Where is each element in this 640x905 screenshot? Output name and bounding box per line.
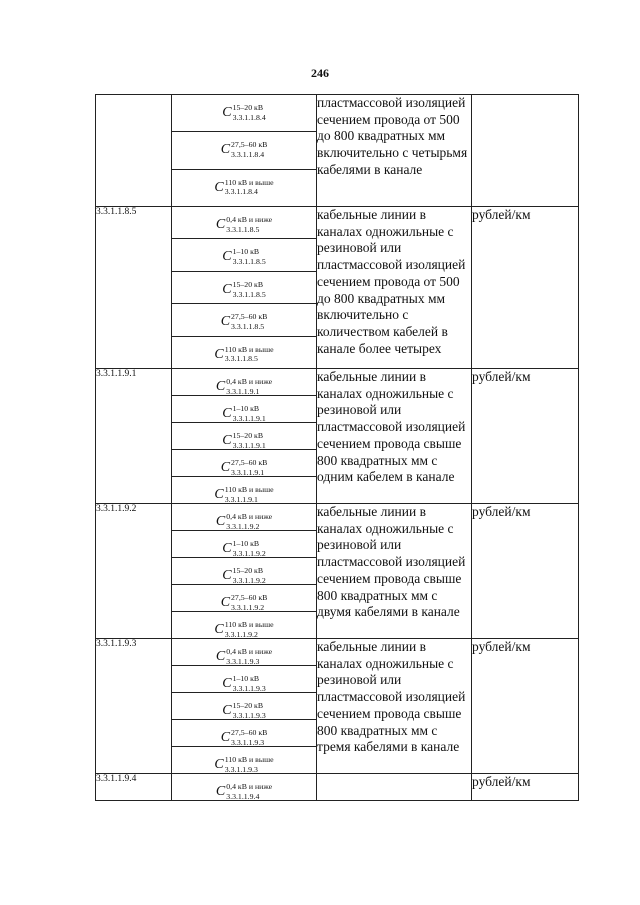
symbol-letter: С [214,487,224,502]
parameter-cell [172,422,316,449]
index-subscript: 3.3.1.1.8.5 [226,224,260,234]
rate-symbol [216,216,272,234]
rate-symbol [214,346,273,364]
voltage-superscript: 110 кВ и выше [224,177,274,187]
parameter-cell [172,504,316,530]
row-parameters [172,369,317,504]
symbol-letter: С [222,676,232,691]
index-subscript: 3.3.1.1.8.5 [231,322,265,332]
index-subscript: 3.3.1.1.8.5 [224,354,258,364]
voltage-superscript: 0,4 кВ и ниже [226,512,273,521]
index-subscript: 3.3.1.1.8.4 [232,112,266,122]
rate-symbol [216,513,272,530]
rate-symbol [222,540,265,557]
rate-symbol [221,141,268,159]
index-subscript: 3.3.1.1.8.4 [231,150,265,160]
index-subscript: 3.3.1.1.9.3 [232,710,266,719]
parameter-cell [172,719,316,746]
symbol-letter: С [222,281,232,297]
symbol-letter: С [214,179,224,195]
voltage-superscript: 15–20 кВ [232,701,264,710]
symbol-letter: С [215,649,226,664]
index-subscript: 3.3.1.1.9.1 [224,494,258,503]
rate-symbol [222,248,265,266]
table-row [96,369,579,504]
parameter-cell [172,449,316,476]
index-subscript: 3.3.1.1.9.3 [226,656,260,665]
row-unit: рублей/км [472,639,579,774]
symbol-scripts [231,313,267,331]
row-code: 3.3.1.1.9.1 [96,369,172,504]
parameter-cell [172,336,316,368]
symbol-scripts [226,783,272,800]
row-description: кабельные линии в каналах одножильные с резиновой или пластмассовой изоляцией сечением провода свыше 800 квадратных мм с тремя кабелями в канале [317,639,472,774]
table-body [96,95,579,801]
index-subscript: 3.3.1.1.9.1 [226,386,260,395]
voltage-superscript: 15–20 кВ [232,103,264,112]
row-parameters [172,504,317,639]
symbol-letter: С [220,460,231,475]
rate-symbol [222,104,265,122]
symbol-scripts [233,702,266,719]
row-unit: рублей/км [472,207,579,369]
index-subscript: 3.3.1.1.9.1 [232,440,266,449]
parameter-cell [172,692,316,719]
symbol-scripts [233,675,266,692]
index-subscript: 3.3.1.1.9.3 [224,764,258,773]
row-description: кабельные линии в каналах одножильные с резиновой или пластмассовой изоляцией сечением провода свыше 800 квадратных мм с одним кабелем в канале [317,369,472,504]
parameter-cell [172,395,316,422]
symbol-scripts [226,513,272,530]
voltage-superscript: 15–20 кВ [232,279,264,289]
rate-symbol [214,486,273,503]
parameter-cell [172,611,316,638]
rate-symbol [216,378,272,395]
rate-symbol [222,702,265,719]
symbol-letter: С [220,314,231,330]
symbol-scripts [226,378,272,395]
parameter-cell [172,369,316,395]
symbol-scripts [225,346,274,364]
voltage-superscript: 110 кВ и выше [224,485,274,494]
index-subscript: 3.3.1.1.8.5 [232,257,266,267]
row-unit: рублей/км [472,369,579,504]
index-subscript: 3.3.1.1.9.4 [226,791,260,800]
row-code [96,95,172,207]
row-description: пластмассовой изоляцией сечением провода от 500 до 800 квадратных мм включительно с четырьмя кабелями в канале [317,95,472,207]
symbol-letter: С [222,703,232,718]
symbol-letter: С [222,105,232,120]
voltage-superscript: 110 кВ и выше [224,620,274,629]
row-code: 3.3.1.1.9.3 [96,639,172,774]
row-code: 3.3.1.1.9.4 [96,774,172,801]
index-subscript: 3.3.1.1.8.5 [232,289,266,299]
row-description [317,774,472,801]
symbol-letter: С [214,757,224,772]
index-subscript: 3.3.1.1.9.2 [232,575,266,584]
symbol-scripts [233,567,266,584]
table-row [96,639,579,774]
parameter-cell [172,271,316,303]
parameter-cell [172,238,316,270]
symbol-scripts [233,104,266,122]
table-row [96,774,579,801]
symbol-scripts [225,486,274,503]
voltage-superscript: 1–10 кВ [232,404,260,413]
row-unit: рублей/км [472,774,579,801]
parameter-cell [172,746,316,773]
symbol-letter: С [215,514,226,529]
voltage-superscript: 1–10 кВ [232,539,260,548]
rate-symbol [221,594,268,611]
page-number: 246 [311,66,329,80]
voltage-superscript: 15–20 кВ [232,431,264,440]
symbol-scripts [226,648,272,665]
rate-symbol [216,783,272,800]
symbol-scripts [231,459,267,476]
symbol-letter: С [222,249,232,265]
rate-symbol [214,756,273,773]
rate-symbol [221,729,268,746]
symbol-scripts [233,281,266,299]
row-unit [472,95,579,207]
symbol-letter: С [220,730,231,745]
voltage-superscript: 1–10 кВ [232,247,260,257]
voltage-superscript: 27,5–60 кВ [231,593,268,602]
voltage-superscript: 15–20 кВ [232,566,264,575]
symbol-letter: С [220,595,231,610]
row-description: кабельные линии в каналах одножильные с резиновой или пластмассовой изоляцией сечением провода свыше 800 квадратных мм с двумя кабелями в канале [317,504,472,639]
symbol-letter: С [214,622,224,637]
voltage-superscript: 0,4 кВ и ниже [226,377,273,386]
symbol-scripts [233,432,266,449]
symbol-scripts [233,405,266,422]
symbol-scripts [225,179,274,197]
index-subscript: 3.3.1.1.9.1 [232,413,266,422]
row-parameters [172,774,317,801]
parameter-cell [172,639,316,665]
voltage-superscript: 1–10 кВ [232,674,260,683]
symbol-letter: С [215,217,226,232]
symbol-letter: С [220,142,231,158]
row-code: 3.3.1.1.9.2 [96,504,172,639]
rate-symbol [216,648,272,665]
symbol-letter: С [222,568,232,583]
parameter-cell [172,774,316,800]
symbol-letter: С [222,541,232,556]
rate-symbol [222,405,265,422]
rate-symbol [222,675,265,692]
rate-symbol [214,179,273,197]
symbol-letter: С [222,406,232,421]
voltage-superscript: 0,4 кВ и ниже [226,647,273,656]
parameter-cell [172,530,316,557]
index-subscript: 3.3.1.1.9.2 [232,548,266,557]
symbol-scripts [231,594,267,611]
index-subscript: 3.3.1.1.9.1 [231,467,265,476]
symbol-scripts [226,216,272,234]
row-parameters [172,207,317,369]
rate-symbol [222,281,265,299]
voltage-superscript: 110 кВ и выше [224,755,274,764]
index-subscript: 3.3.1.1.8.4 [224,187,258,197]
index-subscript: 3.3.1.1.9.2 [224,629,258,638]
symbol-scripts [233,248,266,266]
row-unit: рублей/км [472,504,579,639]
voltage-superscript: 27,5–60 кВ [231,458,268,467]
symbol-letter: С [215,784,226,799]
index-subscript: 3.3.1.1.9.3 [232,683,266,692]
voltage-superscript: 110 кВ и выше [224,344,274,354]
tariff-table [95,94,579,801]
parameter-cell [172,207,316,238]
symbol-letter: С [214,346,224,362]
table-row [96,207,579,369]
parameter-cell [172,665,316,692]
parameter-cell [172,476,316,503]
index-subscript: 3.3.1.1.9.2 [226,521,260,530]
symbol-letter: С [215,379,226,394]
parameter-cell [172,557,316,584]
row-parameters [172,95,317,207]
parameter-cell [172,584,316,611]
row-description: кабельные линии в каналах одножильные с резиновой или пластмассовой изоляцией сечением провода от 500 до 800 квадратных мм включительно с количеством кабелей в канале более четырех [317,207,472,369]
row-parameters [172,639,317,774]
symbol-scripts [233,540,266,557]
symbol-scripts [225,621,274,638]
rate-symbol [222,432,265,449]
rate-symbol [214,621,273,638]
symbol-scripts [231,729,267,746]
index-subscript: 3.3.1.1.9.2 [231,602,265,611]
voltage-superscript: 0,4 кВ и ниже [226,215,273,224]
table-row [96,504,579,639]
voltage-superscript: 0,4 кВ и ниже [226,782,273,791]
rate-symbol [221,313,268,331]
row-code: 3.3.1.1.8.5 [96,207,172,369]
index-subscript: 3.3.1.1.9.3 [231,737,265,746]
symbol-scripts [231,141,267,159]
parameter-cell [172,303,316,335]
rate-symbol [221,459,268,476]
table-row [96,95,579,207]
parameter-cell [172,131,316,168]
voltage-superscript: 27,5–60 кВ [231,140,268,150]
parameter-cell [172,95,316,131]
voltage-superscript: 27,5–60 кВ [231,728,268,737]
symbol-scripts [225,756,274,773]
rate-symbol [222,567,265,584]
voltage-superscript: 27,5–60 кВ [231,312,268,322]
parameter-cell [172,169,316,206]
symbol-letter: С [222,433,232,448]
